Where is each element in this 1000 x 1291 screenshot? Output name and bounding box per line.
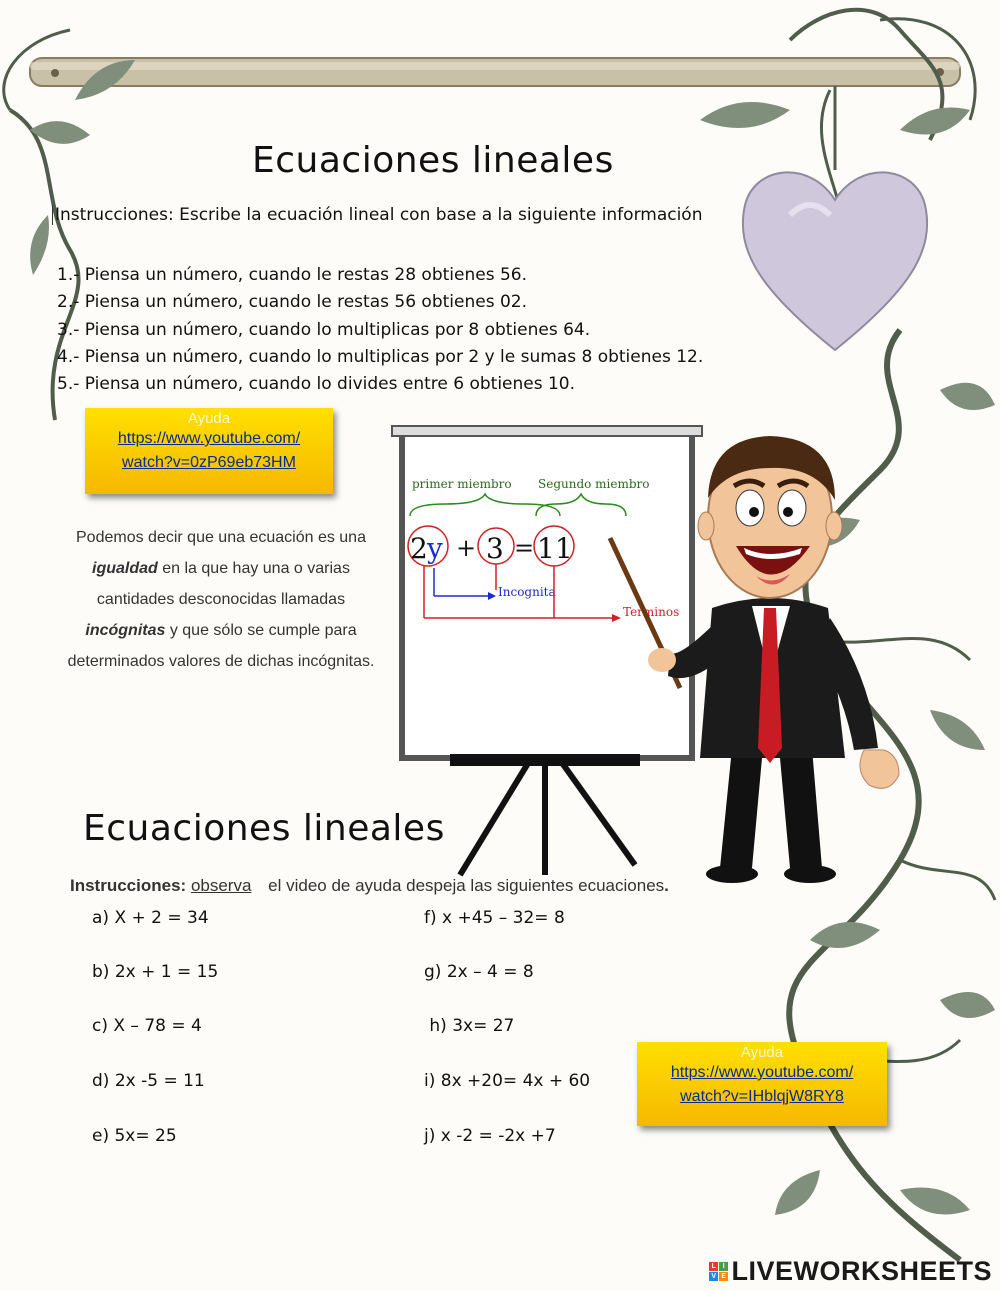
instructions-period: .	[664, 876, 669, 895]
equation-item: h) 3x= 27	[424, 1016, 515, 1036]
equation-item: i) 8x +20= 4x + 60	[424, 1071, 591, 1091]
equation-item: f) x +45 – 32= 8	[424, 908, 565, 928]
help-box-1	[85, 408, 333, 494]
equation-item: b) 2x + 1 = 15	[92, 962, 219, 982]
definition-text: Podemos decir que una ecuación es una	[76, 529, 366, 546]
help-label: Ayuda	[187, 410, 231, 427]
label-incognita: Incognita	[498, 585, 556, 599]
equation-coefficient: 2	[410, 532, 428, 565]
definition-term-incognitas: incógnitas	[85, 622, 166, 639]
label-primer-miembro: primer miembro	[412, 477, 512, 491]
instructions-rest: el video de ayuda despeja las siguientes ecuaciones	[268, 876, 665, 895]
page-title-top: Ecuaciones lineales	[252, 140, 614, 181]
logo-letter: V	[711, 1273, 717, 1280]
label-terminos: Terminos	[623, 605, 680, 619]
logo-text: LIVEWORKSHEETS	[731, 1256, 992, 1286]
heart-ornament	[743, 172, 927, 350]
instructions-bold-label: Instrucciones:	[70, 876, 187, 895]
equation-plus: +	[456, 534, 477, 562]
help-label: Ayuda	[740, 1044, 784, 1061]
help-link-1-line1[interactable]: https://www.youtube.com/	[117, 430, 301, 447]
problem-item: 4.- Piensa un número, cuando lo multiplicas por 2 y le sumas 8 obtienes 12.	[57, 347, 704, 367]
equation-equals: =	[514, 534, 535, 562]
help-link-2-line2[interactable]: watch?v=IHblqjW8RY8	[680, 1088, 844, 1105]
help-box-2	[637, 1042, 887, 1126]
logo-letter: E	[721, 1273, 727, 1280]
instructions-bottom	[70, 876, 669, 896]
definition-text: en la que hay una o varias cantidades desconocidas llamadas	[96, 560, 350, 608]
definition-text: y que sólo se cumple para determinados valores de dichas incógnitas.	[67, 622, 375, 670]
equation-three: 3	[486, 532, 504, 565]
problem-item: 1.- Piensa un número, cuando le restas 28 obtienes 56.	[57, 265, 527, 285]
problem-item: 2.- Piensa un número, cuando le restas 56 obtienes 02.	[57, 292, 527, 312]
problem-item: 3.- Piensa un número, cuando lo multiplicas por 8 obtienes 64.	[57, 320, 591, 340]
label-segundo-miembro: Segundo miembro	[538, 477, 650, 491]
equation-eleven: 11	[537, 532, 573, 565]
equation-item: j) x -2 = -2x +7	[424, 1126, 556, 1146]
definition-term-igualdad: igualdad	[92, 560, 158, 577]
logo-letter: L	[709, 1262, 718, 1271]
equation-item: a) X + 2 = 34	[92, 908, 209, 928]
liveworksheets-logo	[709, 1256, 992, 1287]
equation-variable: y	[427, 532, 443, 565]
equation-item: d) 2x -5 = 11	[92, 1071, 205, 1091]
help-link-2-line1[interactable]: https://www.youtube.com/	[670, 1064, 854, 1081]
logo-mark-icon	[709, 1262, 728, 1281]
equation-item: g) 2x – 4 = 8	[424, 962, 534, 982]
equation-item: e) 5x= 25	[92, 1126, 177, 1146]
equation-definition	[66, 522, 376, 677]
instructions-top: Instrucciones: Escribe la ecuación lineal con base a la siguiente información	[52, 205, 703, 225]
instructions-observa: observa	[190, 876, 252, 895]
problem-item: 5.- Piensa un número, cuando lo divides entre 6 obtienes 10.	[57, 374, 576, 394]
help-link-1-line2[interactable]: watch?v=0zP69eb73HM	[122, 454, 296, 471]
equation-item: c) X – 78 = 4	[92, 1016, 202, 1036]
teacher-cartoon	[640, 428, 905, 888]
logo-letter: I	[719, 1262, 728, 1271]
page-title-bottom: Ecuaciones lineales	[83, 808, 445, 849]
